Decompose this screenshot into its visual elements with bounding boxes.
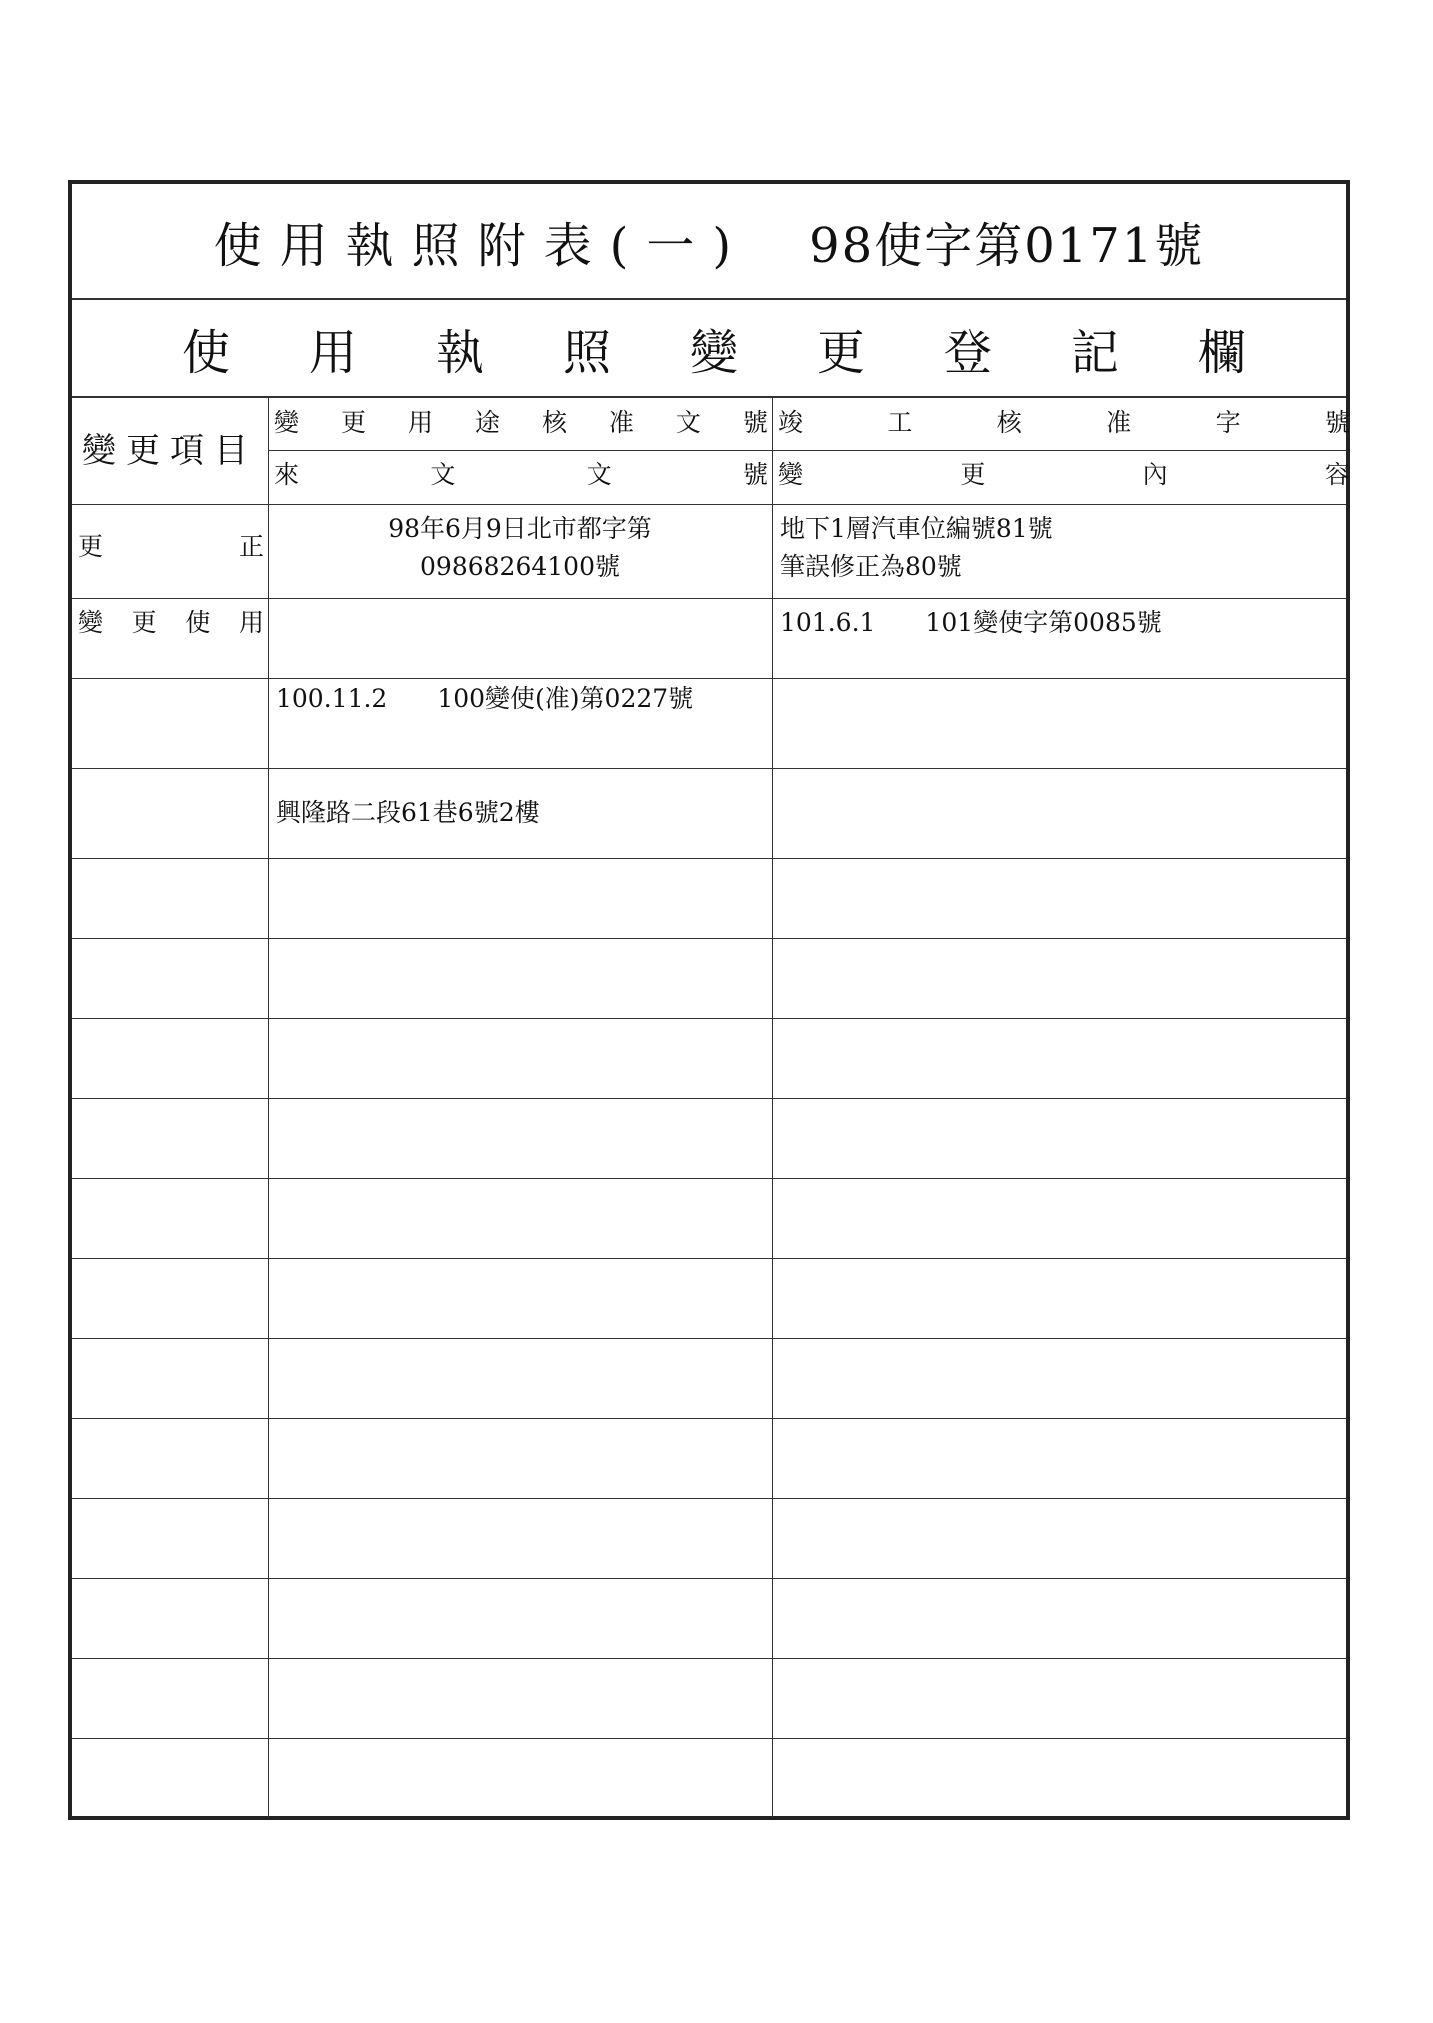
- license-number: 98使字第0171號: [809, 217, 1205, 274]
- row-2-approval-line-2: 興隆路二段61巷6號2樓: [276, 798, 540, 827]
- subtitle-char: 執: [435, 324, 484, 381]
- row-divider: [72, 1658, 1346, 1659]
- label-char: 途: [474, 408, 500, 437]
- row-divider: [72, 1178, 1346, 1179]
- label-char: 工: [887, 408, 913, 437]
- subtitle-char: 更: [816, 324, 865, 381]
- label-char: 使: [185, 608, 211, 637]
- label-char: 內: [1142, 460, 1168, 489]
- row-1-content-line-2: 筆誤修正為80號: [780, 552, 962, 581]
- label-char: 用: [407, 408, 433, 437]
- header-completion-number: [772, 404, 1354, 450]
- label-char: 竣: [778, 408, 804, 437]
- row-1-approval-line-1: 98年6月9日北市都字第: [388, 514, 652, 543]
- row-divider: [72, 1258, 1346, 1259]
- row-divider: [72, 504, 1346, 505]
- column-divider: [772, 398, 773, 1818]
- row-divider: [72, 1018, 1346, 1019]
- row-divider: [72, 1498, 1346, 1499]
- label-char: 字: [1215, 408, 1241, 437]
- subtitle-char: 用: [308, 324, 357, 381]
- row-2-item: [72, 604, 268, 644]
- row-1-approval-line-2: 09868264100號: [420, 552, 620, 581]
- row-1-item: [72, 528, 268, 568]
- subtitle-char: 欄: [1197, 324, 1246, 381]
- column-divider: [268, 398, 269, 1818]
- subtitle-char: 記: [1070, 324, 1119, 381]
- subtitle-char: 變: [689, 324, 738, 381]
- label-char: 用: [238, 608, 264, 637]
- header-change-item: 變更項目: [82, 431, 258, 471]
- row-divider: [72, 598, 1346, 599]
- subtitle-char: 使: [182, 324, 231, 381]
- header-approval-doc: [268, 404, 772, 450]
- label-char: 正: [238, 532, 264, 561]
- form-title: 使用執照附表(一): [213, 217, 750, 274]
- label-char: 更: [131, 608, 157, 637]
- row-divider: [72, 1418, 1346, 1419]
- label-char: 號: [742, 408, 768, 437]
- label-char: 變: [274, 408, 300, 437]
- label-char: 准: [608, 408, 634, 437]
- form-frame: [68, 180, 1350, 1820]
- form-subtitle: [72, 300, 1346, 398]
- row-1-approval: [268, 510, 772, 594]
- label-char: 號: [1324, 408, 1350, 437]
- subtitle-char: 照: [562, 324, 611, 381]
- label-char: 准: [1106, 408, 1132, 437]
- change-register-table: [72, 398, 1350, 1820]
- row-1-content-line-1: 地下1層汽車位編號81號: [780, 514, 1053, 543]
- label-char: 文: [430, 460, 456, 489]
- label-char: 更: [340, 408, 366, 437]
- row-2-approval: [276, 604, 770, 827]
- header-incoming-doc: [268, 456, 772, 502]
- label-char: 核: [996, 408, 1022, 437]
- label-char: 更: [960, 460, 986, 489]
- row-divider: [72, 1098, 1346, 1099]
- label-char: 號: [742, 460, 768, 489]
- label-char: 變: [778, 460, 804, 489]
- row-divider: [72, 1738, 1346, 1739]
- label-char: 變: [78, 608, 104, 637]
- subtitle-char: 登: [943, 324, 992, 381]
- row-1-content: [780, 510, 1350, 594]
- row-divider: [72, 938, 1346, 939]
- label-char: 更: [78, 532, 104, 561]
- label-char: 來: [274, 460, 300, 489]
- form-title-row: [72, 184, 1346, 300]
- row-divider: [72, 1338, 1346, 1339]
- row-2-approval-line-1: 100.11.2 100變使(准)第0227號: [276, 684, 694, 713]
- header-change-content: [772, 456, 1354, 502]
- label-char: 文: [586, 460, 612, 489]
- label-char: 文: [675, 408, 701, 437]
- label-char: 核: [541, 408, 567, 437]
- row-2-content: 101.6.1 101變使字第0085號: [780, 608, 1162, 637]
- row-divider: [72, 1578, 1346, 1579]
- header-divider: [268, 450, 1346, 451]
- label-char: 容: [1324, 460, 1350, 489]
